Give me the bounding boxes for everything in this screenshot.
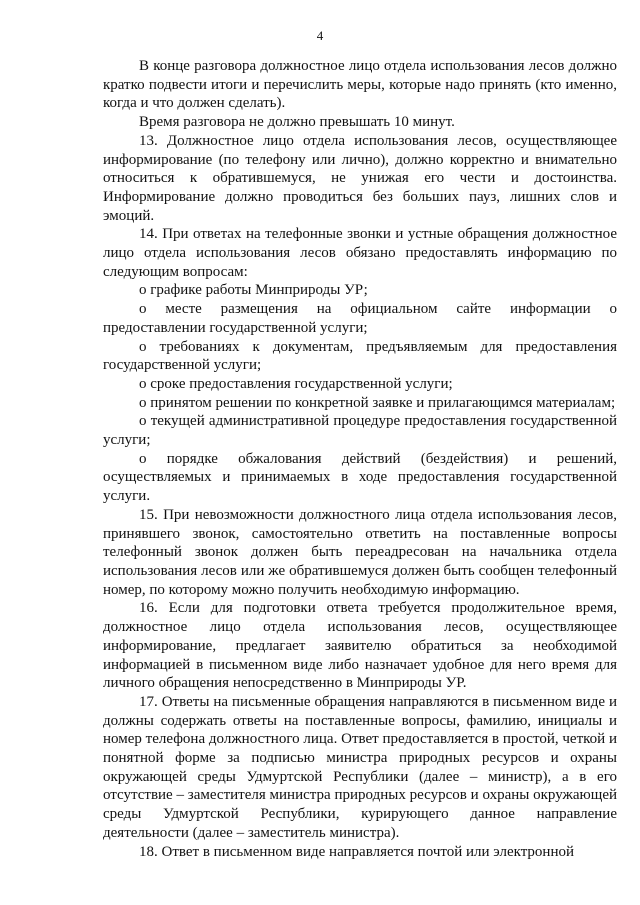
paragraph-item-15: 15. При невозможности должностного лица отдела использования лесов, принявшего звонок, самостоятельно ответить на поставленные вопросы телефонный звонок должен быть переадресован на начальника отдела использования лесов или же обратившемуся должен быть сообщен телефонный номер, по которому можно получить необходимую информацию. xyxy=(103,506,617,598)
list-item-current-procedure: о текущей административной процедуре предоставления государственной услуги; xyxy=(103,413,617,449)
document-body xyxy=(103,57,617,861)
list-item-website-info: о месте размещения на официальном сайте информации о предоставлении государственной услуги; xyxy=(103,301,617,336)
paragraph-item-16: 16. Если для подготовки ответа требуется продолжительное время, должностное лицо отдела использования лесов, осуществляющее информирование, предлагает заявителю обратиться за необходимой информацией в письменном виде либо назначает удобное для него время для личного обращения непосредственно в Минприроды УР. xyxy=(103,600,617,692)
paragraph-conversation-duration: Время разговора не должно превышать 10 минут. xyxy=(139,114,455,131)
paragraph-item-14: 14. При ответах на телефонные звонки и устные обращения должностное лицо отдела использования лесов обязано предоставлять информацию по следующим вопросам: xyxy=(103,226,617,280)
paragraph-item-13: 13. Должностное лицо отдела использования лесов, осуществляющее информирование (по телефону или лично), должно корректно и внимательно относиться к обратившемуся, не унижая его чести и достоинства. Информирование должно проводиться без больших пауз, лишних слов и эмоций. xyxy=(103,132,617,224)
list-item-document-requirements: о требованиях к документам, предъявляемым для предоставления государственной услуги; xyxy=(103,338,617,374)
page-number: 4 xyxy=(316,28,324,43)
paragraph-conversation-summary: В конце разговора должностное лицо отдела использования лесов должно кратко подвести итоги и перечислить меры, которые надо принять (кто именно, когда и что должен сделать). xyxy=(103,58,617,112)
paragraph-item-17: 17. Ответы на письменные обращения направляются в письменном виде и должны содержать ответы на поставленные вопросы, фамилию, инициалы и номер телефона должностного лица. Ответ предоставляется в простой, четкой и понятной форме за подписью министра природных ресурсов и охраны окружающей среды Удмуртской Республики (далее – министр), а в его отсутствие – заместителя министра природных ресурсов и охраны окружающей среды Удмуртской Республики, курирующего данное направление деятельности (далее – заместитель министра). xyxy=(103,693,617,841)
list-item-decision: о принятом решении по конкретной заявке и прилагающимся материалам; xyxy=(139,394,616,411)
list-item-appeal-procedure: о порядке обжалования действий (бездействия) и решений, осуществляемых и принимаемых в ходе предоставления государственной услуги. xyxy=(103,450,617,505)
paragraph-item-18: 18. Ответ в письменном виде направляется почтой или электронной xyxy=(139,843,575,860)
list-item-schedule: о графике работы Минприроды УР; xyxy=(139,282,368,299)
list-item-service-term: о сроке предоставления государственной услуги; xyxy=(139,375,453,392)
